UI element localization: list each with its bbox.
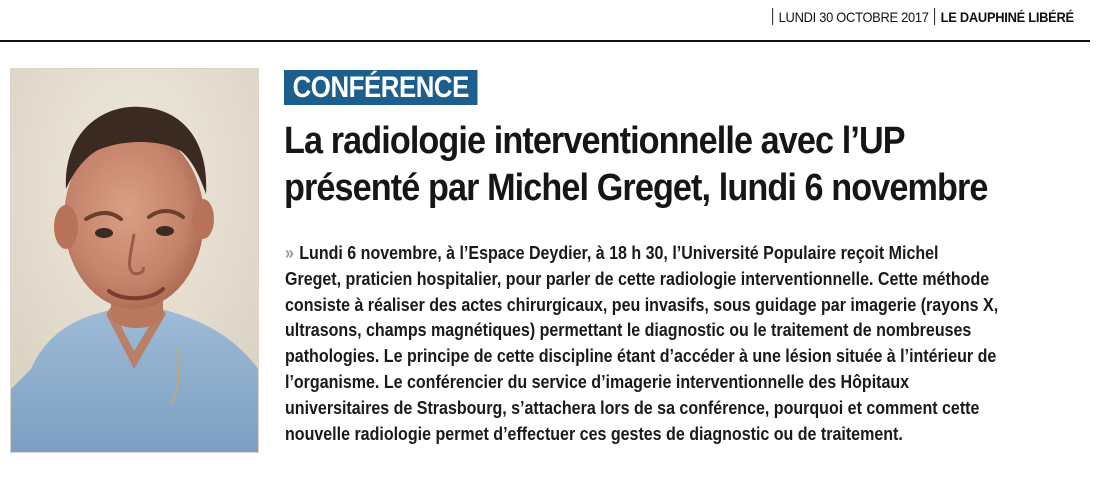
body-line: universitaires de Strasbourg, s’attachera lors de sa conférence, pourquoi et comment cette (285, 397, 980, 418)
lead-chevron-icon: » (285, 243, 294, 263)
body-line-text: Lundi 6 novembre, à l’Espace Deydier, à 18 h 30, l’Université Populaire reçoit Michel (299, 243, 939, 263)
body-line: nouvelle radiologie permet d’effectuer ces gestes de diagnostic ou de traitement. (285, 423, 903, 444)
article-headline (284, 118, 988, 212)
body-line: ultrasons, champs magnétiques) permettant le diagnostic ou le traitement de nombreuses (285, 320, 972, 341)
body-line: consiste à réaliser des actes chirurgicaux, peu invasifs, sous guidage par imagerie (rayons X, (285, 294, 999, 315)
body-line: l’organisme. Le conférencier du service d’imagerie interventionnelle des Hôpitaux (285, 371, 910, 392)
masthead-meta (767, 8, 1074, 25)
separator-left (772, 8, 773, 25)
portrait-illustration (11, 69, 258, 452)
headline-line: La radiologie interventionnelle avec l’UP (284, 120, 905, 162)
body-line (285, 241, 1064, 267)
issue-date: LUNDI 30 OCTOBRE 2017 (778, 8, 929, 25)
section-kicker: CONFÉRENCE (284, 70, 478, 105)
headline-line: présenté par Michel Greget, lundi 6 novembre (284, 167, 988, 209)
masthead-bar (0, 0, 1090, 42)
article-body (285, 241, 1064, 447)
newspaper-name: LE DAUPHINÉ LIBÉRÉ (940, 8, 1074, 25)
portrait-photo (10, 68, 259, 453)
separator-middle (934, 8, 935, 25)
body-line: pathologies. Le principe de cette discipline étant d’accéder à une lésion située à l’intérieur de (285, 346, 997, 367)
body-line: Greget, praticien hospitalier, pour parler de cette radiologie interventionnelle. Cette méthode (285, 268, 990, 289)
